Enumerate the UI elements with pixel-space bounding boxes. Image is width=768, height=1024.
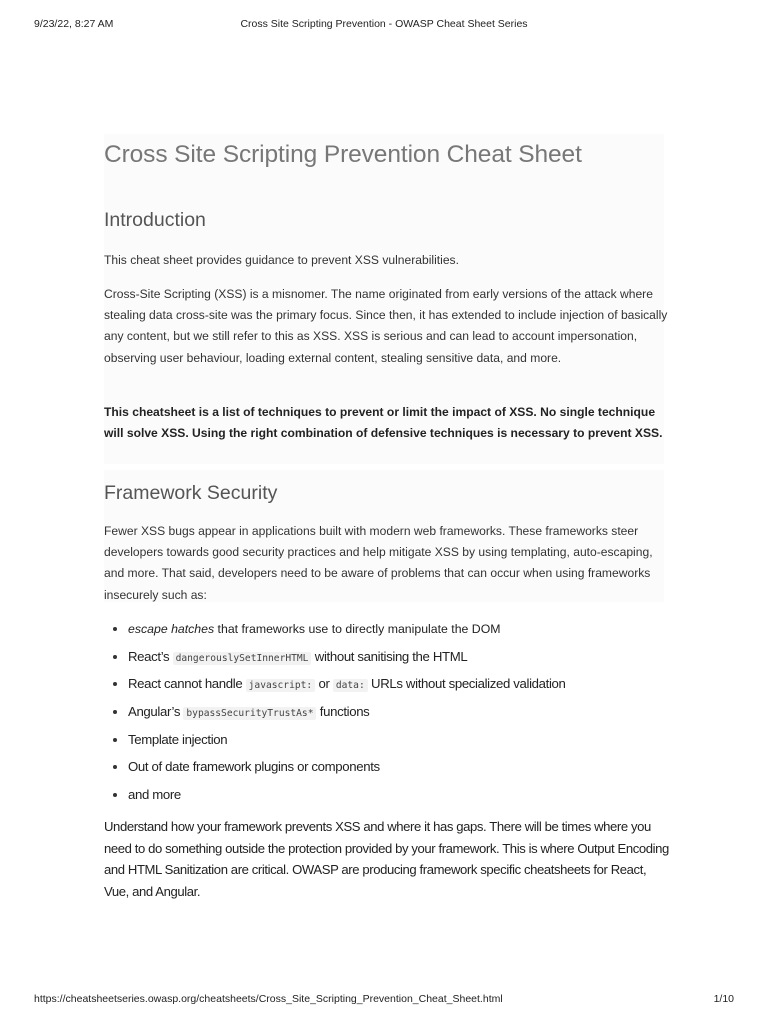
print-document-title: Cross Site Scripting Prevention - OWASP Cheat Sheet Series bbox=[240, 18, 528, 30]
list-item bbox=[104, 756, 664, 784]
framework-paragraph: Fewer XSS bugs appear in applications built with modern web frameworks. These frameworks steer developers towards good security practices and help mitigate XSS by using templating, auto-escaping, and more. That said, developers need to be aware of problems that can occur when using frameworks insecurely such as: bbox=[104, 524, 653, 602]
inline-code: bypassSecurityTrustAs* bbox=[183, 707, 316, 720]
list-item bbox=[104, 646, 664, 674]
print-datetime: 9/23/22, 8:27 AM bbox=[34, 18, 114, 30]
intro-paragraph-1: This cheat sheet provides guidance to prevent XSS vulnerabilities. bbox=[104, 253, 459, 267]
list-item-text: Out of date framework plugins or components bbox=[128, 759, 380, 775]
list-item bbox=[104, 673, 664, 701]
print-header bbox=[34, 18, 734, 32]
page-title: Cross Site Scripting Prevention Cheat Sheet bbox=[104, 141, 582, 168]
print-url: https://cheatsheetseries.owasp.org/cheatsheets/Cross_Site_Scripting_Prevention_Cheat_Sheet.html bbox=[34, 993, 503, 1005]
list-item-emphasis: escape hatches bbox=[128, 622, 215, 636]
list-item-text: React’s bbox=[128, 648, 173, 664]
list-item bbox=[104, 618, 664, 646]
list-item-text: functions bbox=[316, 704, 370, 720]
list-item-text: Angular’s bbox=[128, 704, 184, 720]
page-number: 1/10 bbox=[713, 993, 734, 1005]
framework-issues-list bbox=[104, 618, 664, 812]
list-item-text: URLs without specialized validation bbox=[367, 676, 566, 692]
list-item-text: React cannot handle bbox=[128, 676, 246, 692]
section-heading-framework-security: Framework Security bbox=[104, 482, 278, 504]
print-footer bbox=[34, 993, 734, 1007]
list-item-text: or bbox=[315, 676, 333, 692]
list-item bbox=[104, 729, 664, 757]
inline-code: data: bbox=[333, 679, 368, 692]
framework-closing-paragraph: Understand how your framework prevents XSS and where it has gaps. There will be times where you need to do something outside the protection provided by your framework. This is where Output Encoding and HTML Sanitization are critical. OWASP are producing framework specific cheatsheets for React, Vue, and Angular. bbox=[104, 819, 669, 899]
list-item-text: Template injection bbox=[128, 731, 228, 747]
section-heading-introduction: Introduction bbox=[104, 209, 206, 231]
list-item-text: and more bbox=[128, 787, 181, 803]
intro-paragraph-2: Cross-Site Scripting (XSS) is a misnomer. The name originated from early versions of the attack where stealing data cross-site was the primary focus. Since then, it has extended to include injection of basically any content, but we still refer to this as XSS. XSS is serious and can lead to account impersonation, observing user behaviour, loading external content, stealing sensitive data, and more. bbox=[104, 287, 668, 365]
inline-code: dangerouslySetInnerHTML bbox=[173, 652, 312, 665]
intro-paragraph-3: This cheatsheet is a list of techniques to prevent or limit the impact of XSS. No single technique will solve XSS. Using the right combination of defensive techniques is necessary to prevent XSS. bbox=[104, 405, 663, 441]
list-item-text: without sanitising the HTML bbox=[311, 648, 468, 664]
list-item bbox=[104, 784, 664, 812]
inline-code: javascript: bbox=[246, 679, 316, 692]
list-item-text: that frameworks use to directly manipulate the DOM bbox=[214, 622, 501, 636]
list-item bbox=[104, 701, 664, 729]
